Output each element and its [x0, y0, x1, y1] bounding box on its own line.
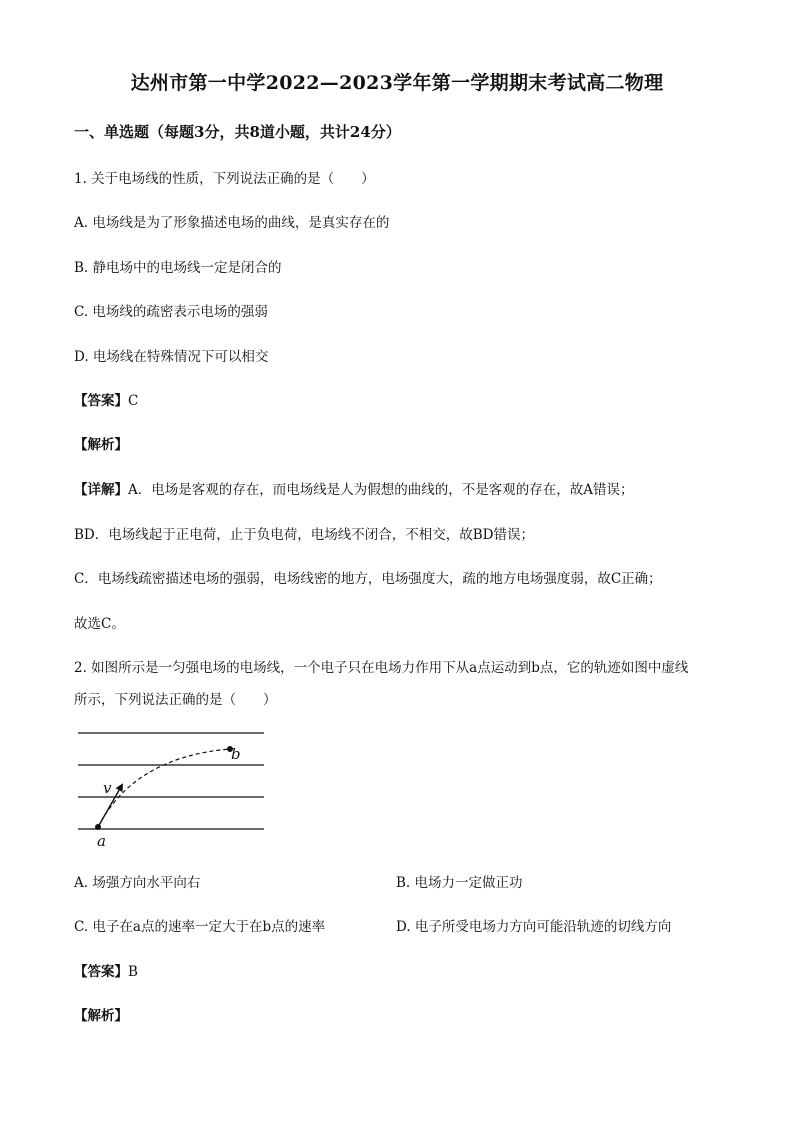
- label-v: v: [103, 779, 112, 797]
- label-a: a: [97, 832, 106, 850]
- electric-field-diagram: [74, 725, 270, 850]
- q1-option-c: C. 电场线的疏密表示电场的强弱: [74, 304, 268, 320]
- q1-detail-line: BD．电场线起于正电荷，止于负电荷，电场线不闭合，不相交，故BD错误；: [74, 527, 534, 543]
- q1-analysis-label: 【解析】: [74, 437, 128, 453]
- answer-value: B: [128, 964, 138, 980]
- page-title: 达州市第一中学2022—2023学年第一学期期末考试高二物理: [130, 72, 664, 94]
- section-heading: 一、单选题（每题3分，共8道小题，共计24分）: [74, 123, 401, 141]
- q2-option-a: A. 场强方向水平向右: [74, 875, 201, 891]
- q1-answer: [74, 389, 138, 409]
- q2-analysis-label: 【解析】: [74, 1008, 128, 1024]
- q2-option-b: B. 电场力一定做正功: [396, 875, 523, 891]
- q2-answer: [74, 960, 138, 980]
- q1-option-a: A. 电场线是为了形象描述电场的曲线，是真实存在的: [74, 215, 390, 231]
- q1-option-b: B. 静电场中的电场线一定是闭合的: [74, 260, 282, 276]
- label-b: b: [231, 745, 241, 763]
- q1-stem: 1. 关于电场线的性质，下列说法正确的是（ ）: [74, 171, 375, 187]
- q2-option-c: C. 电子在a点的速率一定大于在b点的速率: [74, 919, 326, 935]
- detail-label: 【详解】: [74, 482, 128, 498]
- answer-label: 【答案】: [74, 393, 128, 409]
- q1-detail-line: 故选C。: [74, 616, 125, 632]
- answer-label: 【答案】: [74, 964, 128, 980]
- detail-text: A．电场是客观的存在，而电场线是人为假想的曲线的，不是客观的存在，故A错误；: [128, 482, 634, 498]
- q1-detail-line: C．电场线疏密描述电场的强弱，电场线密的地方，电场强度大，疏的地方电场强度弱，故C正确；: [74, 571, 662, 587]
- q2-option-d: D. 电子所受电场力方向可能沿轨迹的切线方向: [396, 919, 672, 935]
- q1-detail-line: [74, 478, 634, 498]
- q1-option-d: D. 电场线在特殊情况下可以相交: [74, 349, 269, 365]
- trajectory-dashed-curve: [98, 749, 230, 827]
- q2-stem-line1: 2. 如图所示是一匀强电场的电场线，一个电子只在电场力作用下从a点运动到b点，它的轨迹如图中虚线: [74, 660, 689, 676]
- point-a-dot: [95, 824, 101, 830]
- answer-value: C: [128, 393, 139, 409]
- q2-stem-line2: 所示，下列说法正确的是（ ）: [74, 692, 277, 708]
